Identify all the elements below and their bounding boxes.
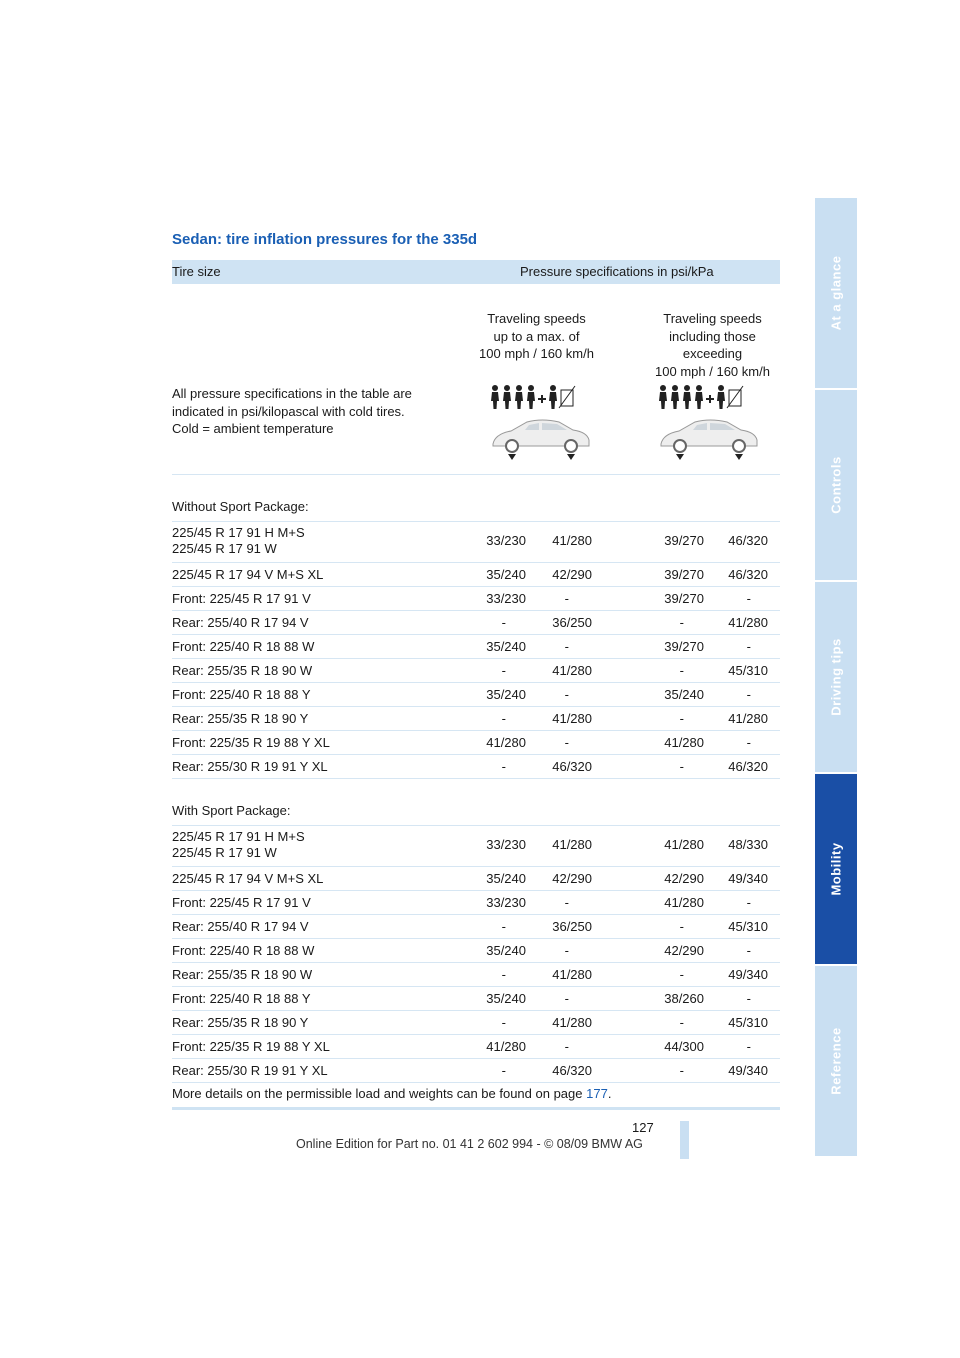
table-row	[172, 891, 780, 915]
table-row	[172, 915, 780, 939]
page-bar	[680, 1121, 689, 1159]
pressure-cell: -	[564, 735, 569, 750]
edition-line: Online Edition for Part no. 01 41 2 602 994 - © 08/09 BMW AG	[296, 1137, 643, 1151]
tire-size-cell	[172, 711, 308, 726]
pressure-cell: 45/310	[728, 1015, 768, 1030]
pressure-cell: 41/280	[552, 533, 592, 548]
pressure-cell: -	[746, 639, 751, 654]
tire-size-line: Rear: 255/35 R 18 90 Y	[172, 711, 309, 726]
table-row	[172, 563, 780, 587]
pressure-cell: 41/280	[552, 663, 592, 678]
pressure-cell: -	[746, 591, 751, 606]
pressure-cell: 35/240	[486, 567, 526, 582]
tire-size-line: 225/45 R 17 94 V M+S XL	[172, 567, 324, 582]
pressure-cell: -	[679, 759, 684, 774]
pressure-cell: 36/250	[552, 615, 592, 630]
table-row	[172, 755, 780, 779]
tire-size-line: Front: 225/35 R 19 88 Y XL	[172, 1039, 330, 1054]
side-tab-driving-tips[interactable]	[815, 582, 857, 772]
table-row	[172, 1059, 780, 1083]
table-row	[172, 867, 780, 891]
footer-note	[172, 1083, 780, 1110]
table-row	[172, 611, 780, 635]
tire-size-line: 225/45 R 17 91 W	[172, 541, 277, 556]
table-body	[172, 475, 780, 1083]
pressure-cell: 49/340	[728, 871, 768, 886]
tire-size-cell	[172, 991, 311, 1006]
tire-size-line: Rear: 255/35 R 18 90 Y	[172, 1015, 309, 1030]
table-row	[172, 939, 780, 963]
pressure-cell: 42/290	[552, 871, 592, 886]
tire-size-cell	[172, 1015, 308, 1030]
table-header	[172, 260, 780, 284]
side-tab-mobility[interactable]	[815, 774, 857, 964]
tire-size-cell	[172, 871, 323, 886]
side-tabs	[815, 198, 857, 1158]
pressure-cell: -	[679, 615, 684, 630]
tire-size-line: Front: 225/40 R 18 88 Y	[172, 991, 311, 1006]
table-row	[172, 635, 780, 659]
tire-size-cell	[172, 895, 311, 910]
tire-size-line: Front: 225/35 R 19 88 Y XL	[172, 735, 330, 750]
footer-end: .	[607, 1086, 612, 1101]
pressure-cell: 39/270	[664, 591, 704, 606]
tire-size-cell	[172, 967, 312, 982]
pressure-cell: -	[501, 711, 506, 726]
pressure-cell: 46/320	[728, 533, 768, 548]
pressure-cell: 39/270	[664, 567, 704, 582]
pressure-cell: -	[564, 991, 569, 1006]
tire-size-line: Rear: 255/30 R 19 91 Y XL	[172, 1063, 328, 1078]
speed-a-line: Traveling speeds	[487, 311, 586, 326]
side-tab-label: Driving tips	[828, 638, 844, 716]
pressure-cell: 41/280	[728, 615, 768, 630]
pressure-cell: 46/320	[552, 1063, 592, 1078]
page-number: 127	[632, 1120, 654, 1135]
pressure-cell: 39/270	[664, 533, 704, 548]
cold-tire-note	[172, 385, 452, 438]
tire-size-cell	[172, 525, 305, 557]
table-row	[172, 963, 780, 987]
pressure-cell: 35/240	[486, 639, 526, 654]
tire-size-cell	[172, 615, 309, 630]
table-row	[172, 707, 780, 731]
tire-size-cell	[172, 943, 314, 958]
pressure-cell: 44/300	[664, 1039, 704, 1054]
pressure-cell: -	[679, 663, 684, 678]
side-tab-reference[interactable]	[815, 966, 857, 1156]
pressure-cell: -	[564, 895, 569, 910]
pressure-cell: -	[746, 991, 751, 1006]
tire-size-line: Rear: 255/30 R 19 91 Y XL	[172, 759, 328, 774]
side-tab-label: At a glance	[828, 255, 844, 331]
group-label-text: With Sport Package:	[172, 803, 291, 818]
pressure-cell: -	[564, 1039, 569, 1054]
tire-size-cell	[172, 829, 305, 861]
speed-b-line: including those	[669, 328, 756, 344]
pressure-cell: -	[501, 663, 506, 678]
tire-size-cell	[172, 687, 311, 702]
tire-size-line: Rear: 255/35 R 18 90 W	[172, 663, 313, 678]
pressure-cell: 46/320	[728, 567, 768, 582]
page-link[interactable]: 177	[586, 1086, 608, 1101]
pressure-cell: -	[746, 1039, 751, 1054]
tire-size-line: Front: 225/45 R 17 91 V	[172, 591, 311, 606]
load-passengers-luggage-icon	[655, 382, 765, 462]
pressure-cell: -	[679, 919, 684, 934]
pressure-cell: 49/340	[728, 1063, 768, 1078]
note-line: Cold = ambient temperature	[172, 421, 334, 436]
tire-size-line: 225/45 R 17 94 V M+S XL	[172, 871, 324, 886]
pressure-cell: 41/280	[664, 895, 704, 910]
pressure-cell: -	[679, 1015, 684, 1030]
speed-row	[172, 284, 780, 379]
group-label-text: Without Sport Package:	[172, 499, 309, 514]
table-row	[172, 1011, 780, 1035]
speed-a-line: up to a max. of	[493, 328, 580, 344]
group-label	[172, 779, 780, 826]
header-pressure: Pressure specifications in psi/kPa	[520, 264, 714, 279]
tire-size-cell	[172, 759, 328, 774]
load-passengers-luggage-icon	[487, 382, 597, 462]
pressure-cell: 39/270	[664, 639, 704, 654]
tire-size-line: 225/45 R 17 91 H M+S	[172, 829, 305, 844]
pressure-cell: -	[564, 943, 569, 958]
pressure-cell: -	[679, 967, 684, 982]
speed-col-a	[464, 310, 609, 363]
pressure-cell: -	[679, 711, 684, 726]
pressure-cell: 35/240	[486, 687, 526, 702]
pressure-cell: 33/230	[486, 533, 526, 548]
speed-b-line: 100 mph / 160 km/h	[655, 363, 770, 379]
pressure-cell: -	[501, 1015, 506, 1030]
pressure-cell: -	[746, 943, 751, 958]
pressure-cell: 35/240	[486, 943, 526, 958]
icon-row	[172, 374, 780, 475]
pressure-cell: 41/280	[664, 735, 704, 750]
pressure-cell: -	[679, 1063, 684, 1078]
pressure-cell: 42/290	[664, 943, 704, 958]
side-tab-label: Controls	[828, 456, 844, 514]
pressure-cell: -	[564, 639, 569, 654]
pressure-cell: 45/310	[728, 919, 768, 934]
table-row	[172, 683, 780, 707]
pressure-cell: 35/240	[486, 871, 526, 886]
pressure-cell: -	[746, 687, 751, 702]
footer-text-wrap	[172, 1086, 611, 1101]
tire-pressure-table	[172, 260, 780, 1110]
tire-size-cell	[172, 663, 312, 678]
tire-size-line: Rear: 255/40 R 17 94 V	[172, 919, 309, 934]
pressure-cell: 38/260	[664, 991, 704, 1006]
table-row	[172, 522, 780, 563]
tire-size-line: Rear: 255/40 R 17 94 V	[172, 615, 309, 630]
footer-text: More details on the permissible load and weights can be found on page	[172, 1086, 587, 1101]
tire-size-line: Front: 225/40 R 18 88 W	[172, 943, 315, 958]
tire-size-line: Front: 225/40 R 18 88 W	[172, 639, 315, 654]
pressure-cell: 48/330	[728, 837, 768, 852]
pressure-cell: -	[564, 687, 569, 702]
pressure-cell: 33/230	[486, 837, 526, 852]
pressure-cell: 41/280	[728, 711, 768, 726]
pressure-cell: -	[501, 1063, 506, 1078]
table-row	[172, 587, 780, 611]
table-row	[172, 731, 780, 755]
pressure-cell: 41/280	[552, 837, 592, 852]
pressure-cell: 36/250	[552, 919, 592, 934]
side-tab-controls[interactable]	[815, 390, 857, 580]
pressure-cell: 41/280	[552, 711, 592, 726]
section-title: Sedan: tire inflation pressures for the 335d	[172, 231, 478, 248]
pressure-cell: 41/280	[552, 967, 592, 982]
pressure-cell: -	[501, 967, 506, 982]
pressure-cell: 42/290	[664, 871, 704, 886]
pressure-cell: 41/280	[664, 837, 704, 852]
tire-size-cell	[172, 1063, 328, 1078]
tire-size-cell	[172, 567, 323, 582]
pressure-cell: 46/320	[552, 759, 592, 774]
pressure-cell: 49/340	[728, 967, 768, 982]
pressure-cell: 33/230	[486, 591, 526, 606]
speed-b-line: Traveling speeds	[663, 311, 762, 326]
pressure-cell: -	[746, 735, 751, 750]
side-tab-label: Mobility	[828, 842, 844, 896]
tire-size-line: Front: 225/40 R 18 88 Y	[172, 687, 311, 702]
speed-a-line: 100 mph / 160 km/h	[479, 346, 594, 361]
tire-size-line: 225/45 R 17 91 H M+S	[172, 525, 305, 540]
pressure-cell: 41/280	[552, 1015, 592, 1030]
table-row	[172, 659, 780, 683]
tire-size-cell	[172, 735, 330, 750]
table-row	[172, 826, 780, 867]
header-tire-size: Tire size	[172, 264, 221, 279]
note-line: indicated in psi/kilopascal with cold tires.	[172, 403, 405, 419]
pressure-cell: 42/290	[552, 567, 592, 582]
group-label	[172, 475, 780, 522]
speed-col-b	[640, 310, 785, 380]
pressure-cell: -	[501, 615, 506, 630]
tire-size-line: Front: 225/45 R 17 91 V	[172, 895, 311, 910]
pressure-cell: 35/240	[486, 991, 526, 1006]
tire-size-line: 225/45 R 17 91 W	[172, 845, 277, 860]
pressure-cell: 45/310	[728, 663, 768, 678]
pressure-cell: -	[564, 591, 569, 606]
speed-b-line: exceeding	[682, 346, 743, 361]
table-row	[172, 987, 780, 1011]
table-row	[172, 1035, 780, 1059]
side-tab-at-a-glance[interactable]	[815, 198, 857, 388]
tire-size-cell	[172, 591, 311, 606]
note-line: All pressure specifications in the table are	[172, 386, 412, 401]
pressure-cell: -	[501, 759, 506, 774]
tire-size-cell	[172, 919, 309, 934]
pressure-cell: 35/240	[664, 687, 704, 702]
pressure-cell: 33/230	[486, 895, 526, 910]
tire-size-cell	[172, 1039, 330, 1054]
side-tab-label: Reference	[828, 1027, 844, 1095]
pressure-cell: -	[501, 919, 506, 934]
tire-size-line: Rear: 255/35 R 18 90 W	[172, 967, 313, 982]
pressure-cell: 46/320	[728, 759, 768, 774]
tire-size-cell	[172, 639, 314, 654]
pressure-cell: 41/280	[486, 735, 526, 750]
pressure-cell: 41/280	[486, 1039, 526, 1054]
pressure-cell: -	[746, 895, 751, 910]
